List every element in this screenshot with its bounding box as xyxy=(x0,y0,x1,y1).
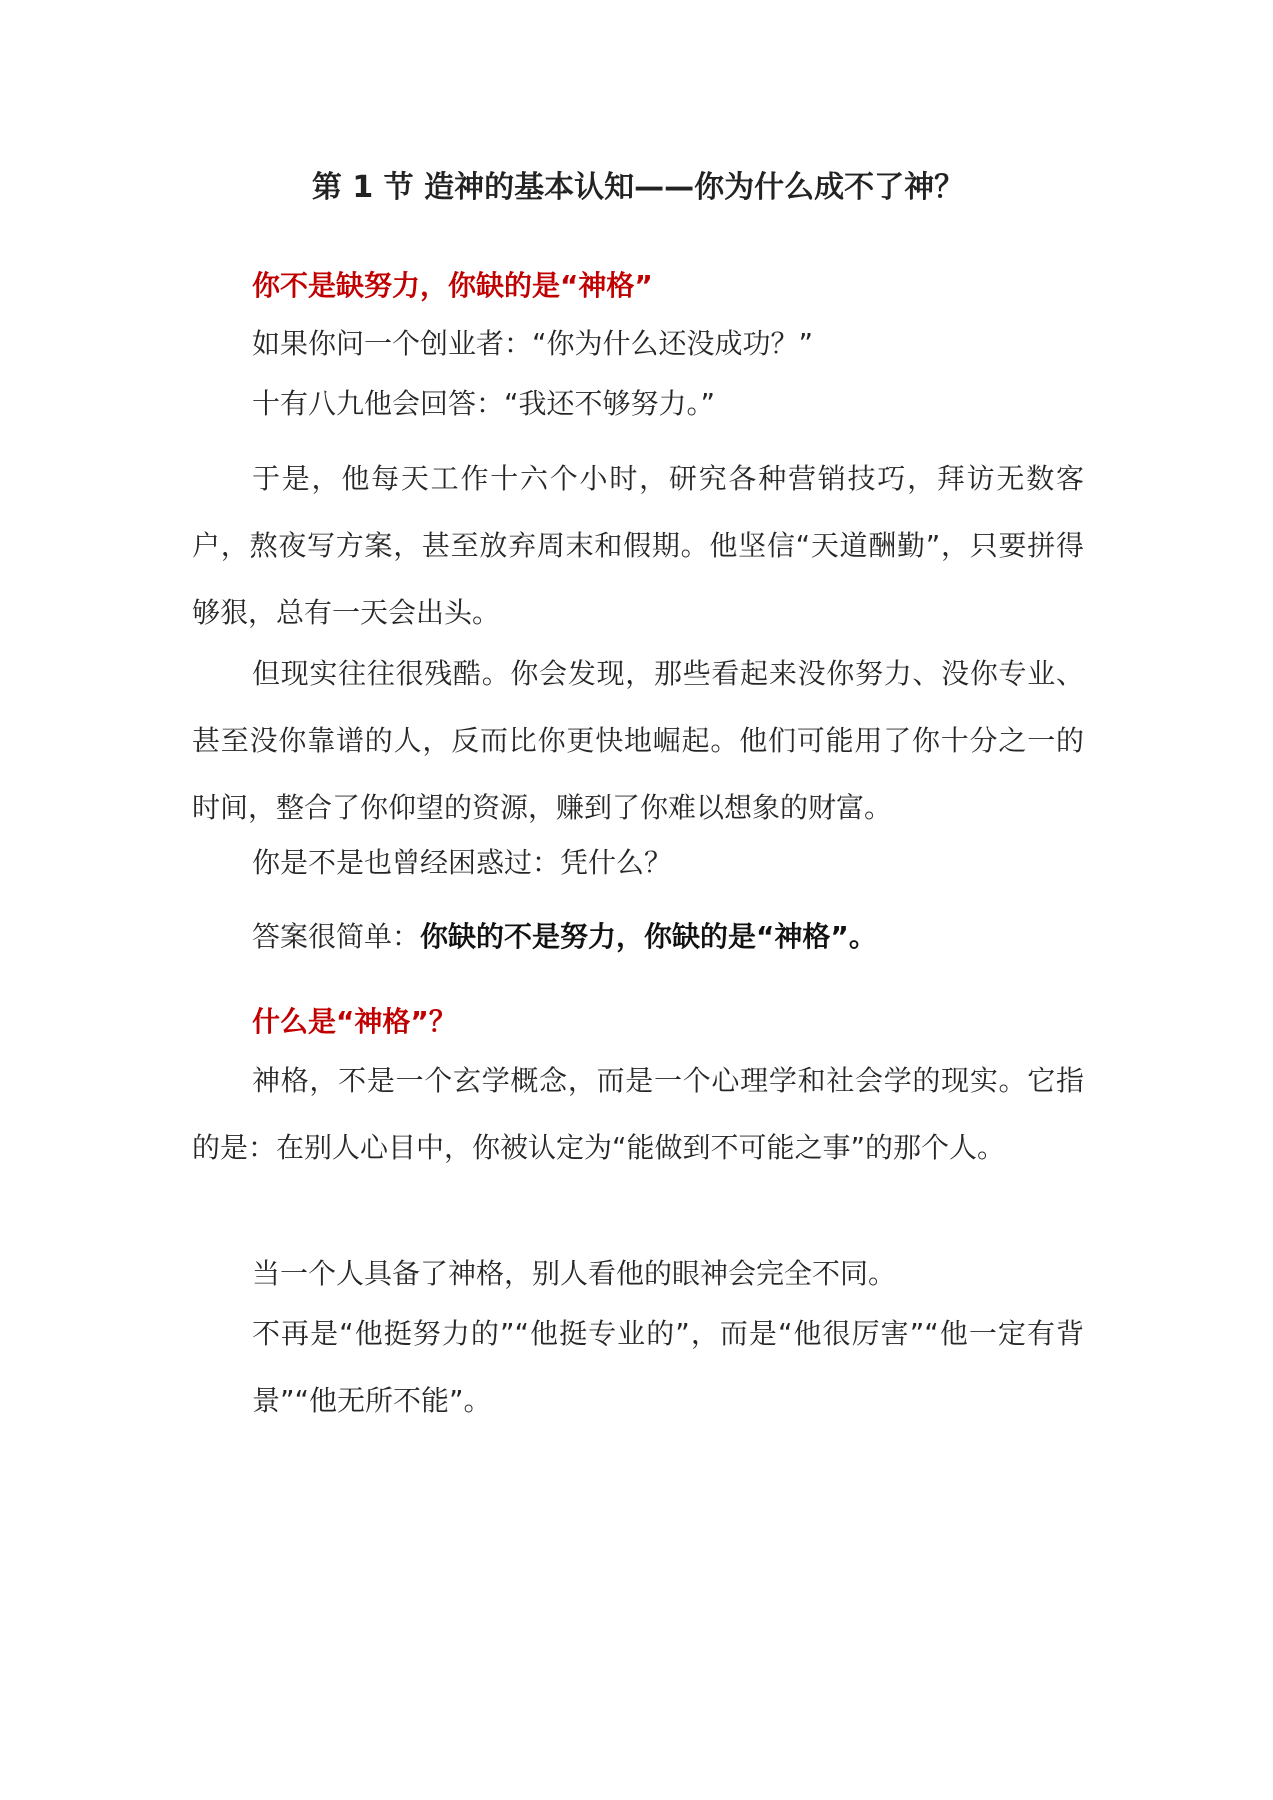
paragraph: 但现实往往很残酷。你会发现，那些看起来没你努力、没你专业、甚至没你靠谱的人，反而比你更快地崛起。他们可能用了你十分之一的时间，整合了你仰望的资源，赚到了你难以想象的财富。 xyxy=(192,657,1084,824)
answer-lead: 答案很简单： xyxy=(252,920,421,953)
paragraph: 神格，不是一个玄学概念，而是一个心理学和社会学的现实。它指的是：在别人心目中，你被认定为“能做到不可能之事”的那个人。 xyxy=(192,1064,1084,1164)
section-title: 第 1 节 造神的基本认知——你为什么成不了神？ xyxy=(311,170,965,205)
subheading-what-is-divinity: 什么是“神格”？ xyxy=(252,1005,457,1038)
paragraph: 如果你问一个创业者：“你为什么还没成功？” xyxy=(252,327,814,360)
subheading-lack-of-divinity: 你不是缺努力，你缺的是“神格” xyxy=(252,269,653,302)
answer-bold: 你缺的不是努力，你缺的是“神格”。 xyxy=(420,920,877,953)
paragraph: 不再是“他挺努力的”“他挺专业的”，而是“他很厉害”“他一定有背景”“他无所不能”。 xyxy=(252,1317,1084,1417)
paragraph: 你是不是也曾经困惑过：凭什么？ xyxy=(252,846,673,879)
paragraph: 十有八九他会回答：“我还不够努力。” xyxy=(252,387,716,420)
paragraph: 于是，他每天工作十六个小时，研究各种营销技巧，拜访无数客户，熬夜写方案，甚至放弃周末和假期。他坚信“天道酬勤”，只要拼得够狠，总有一天会出头。 xyxy=(192,462,1084,629)
answer-paragraph xyxy=(192,903,1084,970)
paragraph: 当一个人具备了神格，别人看他的眼神会完全不同。 xyxy=(252,1257,897,1290)
